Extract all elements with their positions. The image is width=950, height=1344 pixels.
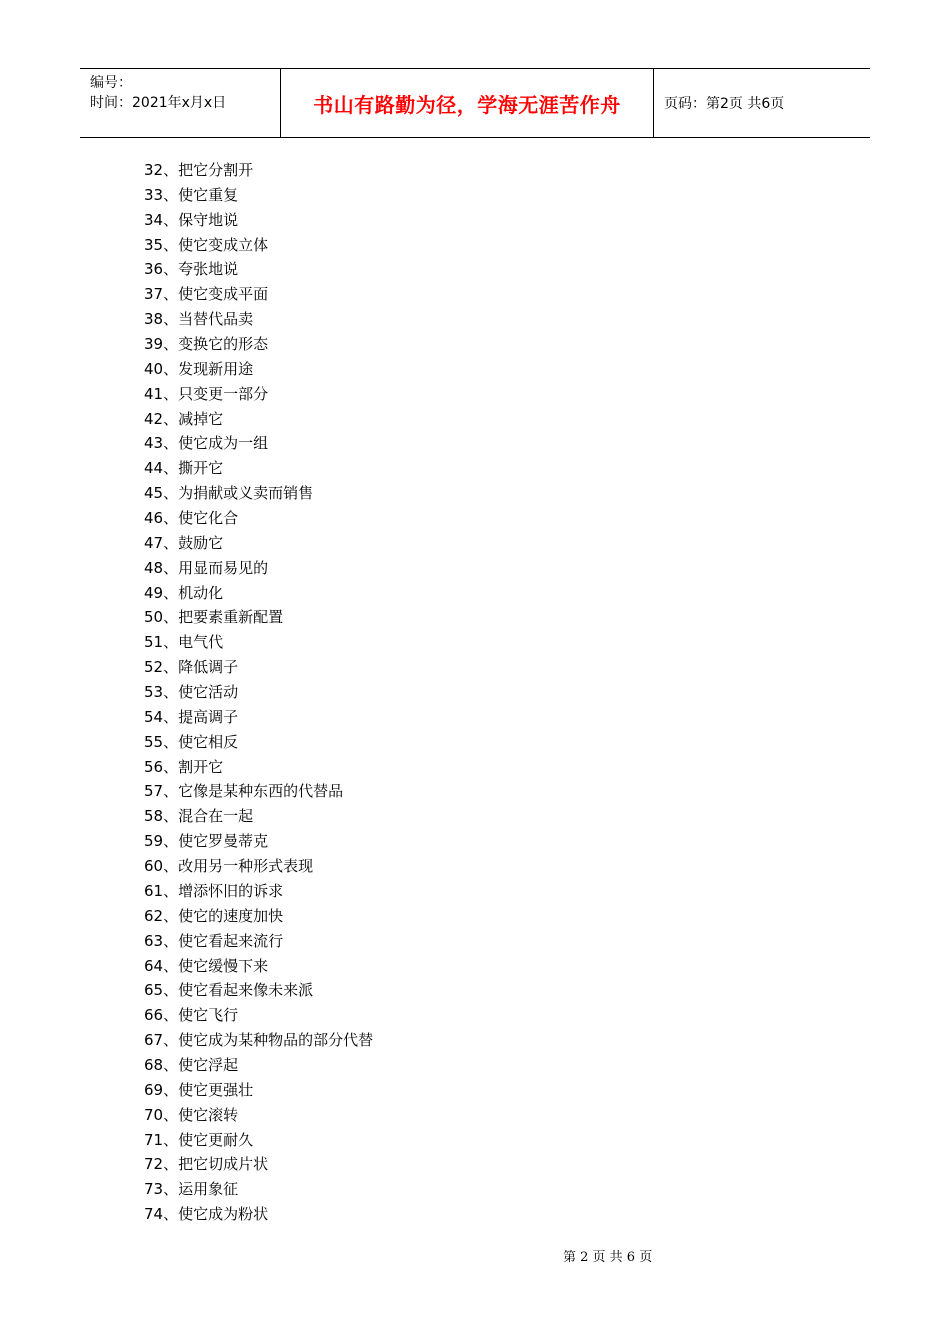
item-number: 67、 [144, 1031, 179, 1050]
item-number: 58、 [144, 807, 179, 826]
item-text: 鼓励它 [178, 533, 224, 552]
item-number: 40、 [144, 359, 179, 378]
list-item [144, 531, 373, 556]
time-label: 时间：2021年x月x日 [90, 95, 227, 111]
item-text: 使它看起来像未来派 [178, 981, 314, 1000]
list-item [144, 307, 373, 332]
item-text: 使它重复 [178, 185, 239, 204]
item-text: 提高调子 [178, 707, 239, 726]
item-text: 增添怀旧的诉求 [178, 881, 284, 900]
list-item [144, 357, 373, 382]
item-text: 为捐献或义卖而销售 [178, 484, 314, 503]
item-number: 43、 [144, 434, 179, 453]
item-text: 变换它的形态 [178, 335, 269, 354]
item-number: 65、 [144, 981, 179, 1000]
item-number: 69、 [144, 1080, 179, 1099]
item-number: 61、 [144, 881, 179, 900]
item-number: 33、 [144, 185, 179, 204]
item-text: 改用另一种形式表现 [178, 857, 314, 876]
item-number: 64、 [144, 956, 179, 975]
item-text: 使它浮起 [178, 1055, 239, 1074]
item-text: 使它更耐久 [178, 1130, 254, 1149]
list-item [144, 779, 373, 804]
item-number: 60、 [144, 857, 179, 876]
item-text: 减掉它 [178, 409, 224, 428]
item-number: 37、 [144, 285, 179, 304]
item-number: 74、 [144, 1205, 179, 1224]
list-item [144, 879, 373, 904]
item-number: 36、 [144, 260, 179, 279]
item-number: 54、 [144, 707, 179, 726]
item-number: 55、 [144, 732, 179, 751]
item-text: 把要素重新配置 [178, 608, 284, 627]
idea-list [144, 158, 373, 1227]
item-number: 41、 [144, 384, 179, 403]
item-text: 保守地说 [178, 210, 239, 229]
item-text: 使它变成平面 [178, 285, 269, 304]
motto: 书山有路勤为径，学海无涯苦作舟 [313, 92, 621, 117]
item-text: 混合在一起 [178, 807, 254, 826]
list-item [144, 1177, 373, 1202]
header-page-cell [654, 69, 870, 137]
item-number: 39、 [144, 335, 179, 354]
list-item [144, 755, 373, 780]
item-number: 38、 [144, 310, 179, 329]
list-item [144, 1053, 373, 1078]
item-number: 50、 [144, 608, 179, 627]
item-text: 机动化 [178, 583, 224, 602]
list-item [144, 481, 373, 506]
list-item [144, 655, 373, 680]
item-number: 59、 [144, 832, 179, 851]
item-text: 使它成为粉状 [178, 1205, 269, 1224]
item-number: 48、 [144, 558, 179, 577]
item-number: 32、 [144, 161, 179, 179]
item-number: 47、 [144, 533, 179, 552]
item-text: 只变更一部分 [178, 384, 269, 403]
list-item [144, 954, 373, 979]
list-item [144, 854, 373, 879]
item-text: 撕开它 [178, 459, 224, 478]
list-item [144, 978, 373, 1003]
item-number: 51、 [144, 633, 179, 652]
item-text: 使它缓慢下来 [178, 956, 269, 975]
item-text: 使它变成立体 [178, 235, 269, 254]
list-item [144, 705, 373, 730]
list-item [144, 829, 373, 854]
document-header [80, 68, 870, 138]
list-item [144, 158, 373, 183]
item-number: 46、 [144, 509, 179, 528]
list-item [144, 605, 373, 630]
list-item [144, 1103, 373, 1128]
item-text: 把它分割开 [178, 161, 254, 179]
list-item [144, 208, 373, 233]
item-number: 66、 [144, 1006, 179, 1025]
list-item [144, 282, 373, 307]
item-text: 使它成为一组 [178, 434, 269, 453]
list-item [144, 1003, 373, 1028]
list-item [144, 456, 373, 481]
item-text: 使它滚转 [178, 1105, 239, 1124]
list-item [144, 257, 373, 282]
item-text: 使它相反 [178, 732, 239, 751]
list-item [144, 382, 373, 407]
item-text: 发现新用途 [178, 359, 254, 378]
list-item [144, 1152, 373, 1177]
item-text: 把它切成片状 [178, 1155, 269, 1174]
item-number: 57、 [144, 782, 179, 801]
item-text: 当替代品卖 [178, 310, 254, 329]
code-label: 编号： [90, 75, 132, 91]
item-text: 使它罗曼蒂克 [178, 832, 269, 851]
item-text: 割开它 [178, 757, 224, 776]
item-number: 68、 [144, 1055, 179, 1074]
list-item [144, 407, 373, 432]
item-number: 63、 [144, 931, 179, 950]
item-number: 56、 [144, 757, 179, 776]
item-text: 它像是某种东西的代替品 [178, 782, 344, 801]
list-item [144, 1078, 373, 1103]
item-text: 使它的速度加快 [178, 906, 284, 925]
list-item [144, 556, 373, 581]
header-motto-cell [281, 69, 654, 137]
list-item [144, 1202, 373, 1227]
item-text: 使它更强壮 [178, 1080, 254, 1099]
list-item [144, 1028, 373, 1053]
item-text: 运用象征 [178, 1180, 239, 1199]
item-number: 42、 [144, 409, 179, 428]
item-number: 53、 [144, 683, 179, 702]
list-item [144, 680, 373, 705]
item-text: 使它化合 [178, 509, 239, 528]
item-number: 45、 [144, 484, 179, 503]
item-number: 52、 [144, 658, 179, 677]
item-text: 降低调子 [178, 658, 239, 677]
list-item [144, 904, 373, 929]
list-item [144, 929, 373, 954]
item-text: 使它活动 [178, 683, 239, 702]
footer-page-number: 第 2 页 共 6 页 [563, 1250, 653, 1265]
item-number: 62、 [144, 906, 179, 925]
header-info-cell [80, 69, 281, 137]
item-text: 使它飞行 [178, 1006, 239, 1025]
item-number: 70、 [144, 1105, 179, 1124]
list-item [144, 332, 373, 357]
list-item [144, 630, 373, 655]
item-text: 使它看起来流行 [178, 931, 284, 950]
list-item [144, 233, 373, 258]
item-number: 34、 [144, 210, 179, 229]
list-item [144, 581, 373, 606]
item-number: 71、 [144, 1130, 179, 1149]
item-text: 夸张地说 [178, 260, 239, 279]
item-number: 44、 [144, 459, 179, 478]
item-number: 49、 [144, 583, 179, 602]
list-item [144, 730, 373, 755]
list-item [144, 506, 373, 531]
list-item [144, 1128, 373, 1153]
item-text: 电气代 [178, 633, 224, 652]
item-text: 使它成为某种物品的部分代替 [178, 1031, 374, 1050]
list-item [144, 183, 373, 208]
item-number: 35、 [144, 235, 179, 254]
item-number: 73、 [144, 1180, 179, 1199]
page-label: 页码：第2页 共6页 [664, 96, 785, 112]
item-number: 72、 [144, 1155, 179, 1174]
item-text: 用显而易见的 [178, 558, 269, 577]
list-item [144, 804, 373, 829]
list-item [144, 431, 373, 456]
